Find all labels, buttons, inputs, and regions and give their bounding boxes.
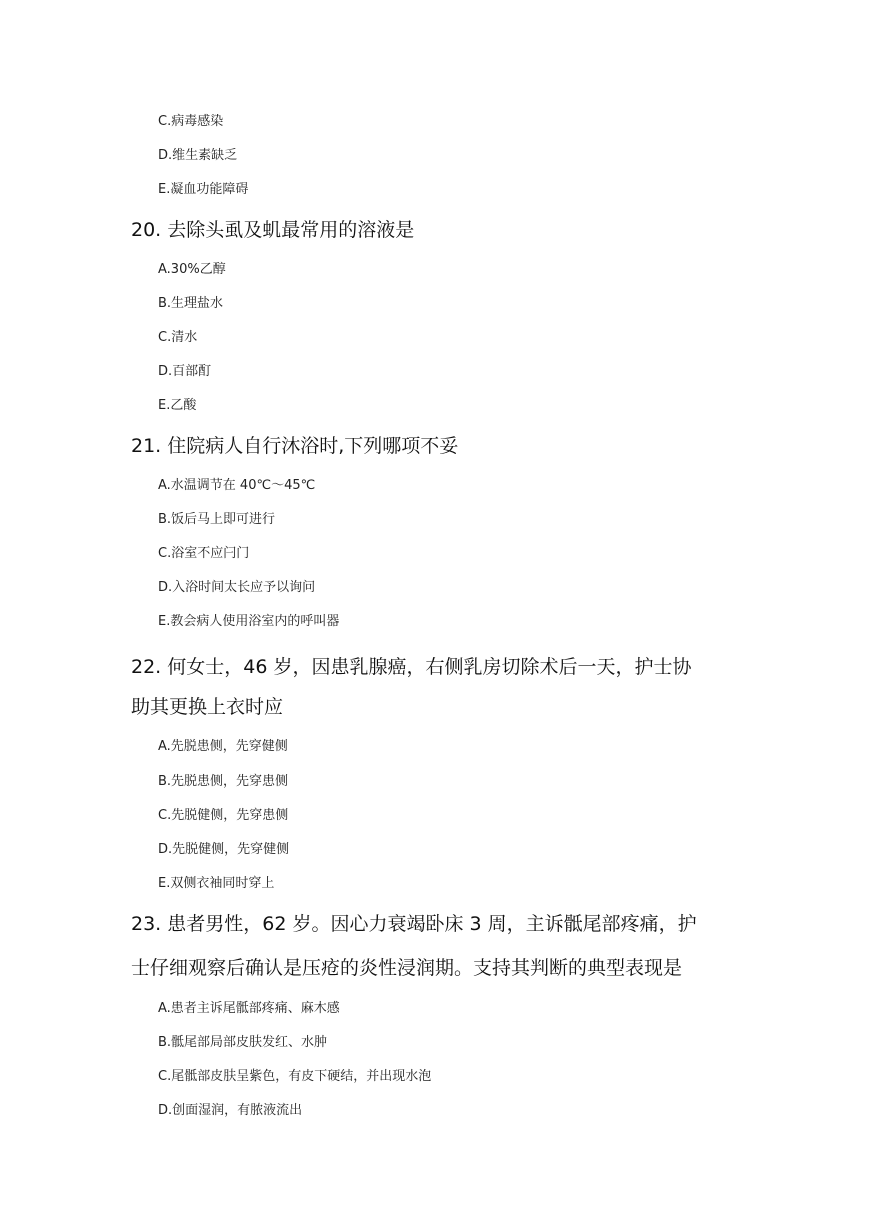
q23-option-c: C.尾骶部皮肤呈紫色，有皮下硬结，并出现水泡 bbox=[158, 1069, 432, 1084]
q20-option-b: B.生理盐水 bbox=[158, 296, 224, 311]
q19-option-e: E.凝血功能障碍 bbox=[158, 182, 249, 197]
q23-stem-line-1: 23. 患者男性，62 岁。因心力衰竭卧床 3 周，主诉骶尾部疼痛，护 bbox=[131, 913, 697, 935]
q22-option-a: A.先脱患侧，先穿健侧 bbox=[158, 739, 288, 754]
q22-stem-line-1: 22. 何女士，46 岁，因患乳腺癌，右侧乳房切除术后一天，护士协 bbox=[131, 656, 692, 678]
q20-stem: 20. 去除头虱及虮最常用的溶液是 bbox=[131, 219, 415, 241]
q23-stem-line-2: 士仔细观察后确认是压疮的炎性浸润期。支持其判断的典型表现是 bbox=[131, 957, 683, 979]
q20-option-c: C.清水 bbox=[158, 330, 198, 345]
q20-option-a: A.30%乙醇 bbox=[158, 262, 226, 277]
q23-option-a: A.患者主诉尾骶部疼痛、麻木感 bbox=[158, 1001, 340, 1016]
q20-option-d: D.百部酊 bbox=[158, 364, 212, 379]
q20-option-e: E.乙酸 bbox=[158, 398, 197, 413]
q23-option-d: D.创面湿润，有脓液流出 bbox=[158, 1103, 303, 1118]
q22-option-d: D.先脱健侧，先穿健侧 bbox=[158, 842, 290, 857]
q19-option-d: D.维生素缺乏 bbox=[158, 148, 238, 163]
q22-option-e: E.双侧衣袖同时穿上 bbox=[158, 876, 275, 891]
q22-option-b: B.先脱患侧，先穿患侧 bbox=[158, 774, 289, 789]
q23-option-b: B.骶尾部局部皮肤发红、水肿 bbox=[158, 1035, 328, 1050]
q21-stem: 21. 住院病人自行沐浴时,下列哪项不妥 bbox=[131, 435, 459, 457]
q21-option-e: E.教会病人使用浴室内的呼叫器 bbox=[158, 614, 340, 629]
q22-stem-line-2: 助其更换上衣时应 bbox=[131, 696, 284, 718]
q21-option-d: D.入浴时间太长应予以询问 bbox=[158, 580, 316, 595]
q22-option-c: C.先脱健侧，先穿患侧 bbox=[158, 808, 289, 823]
q21-option-c: C.浴室不应闩门 bbox=[158, 546, 250, 561]
q19-option-c: C.病毒感染 bbox=[158, 114, 224, 129]
q21-option-a: A.水温调节在 40℃～45℃ bbox=[158, 478, 316, 493]
q21-option-b: B.饭后马上即可进行 bbox=[158, 512, 276, 527]
